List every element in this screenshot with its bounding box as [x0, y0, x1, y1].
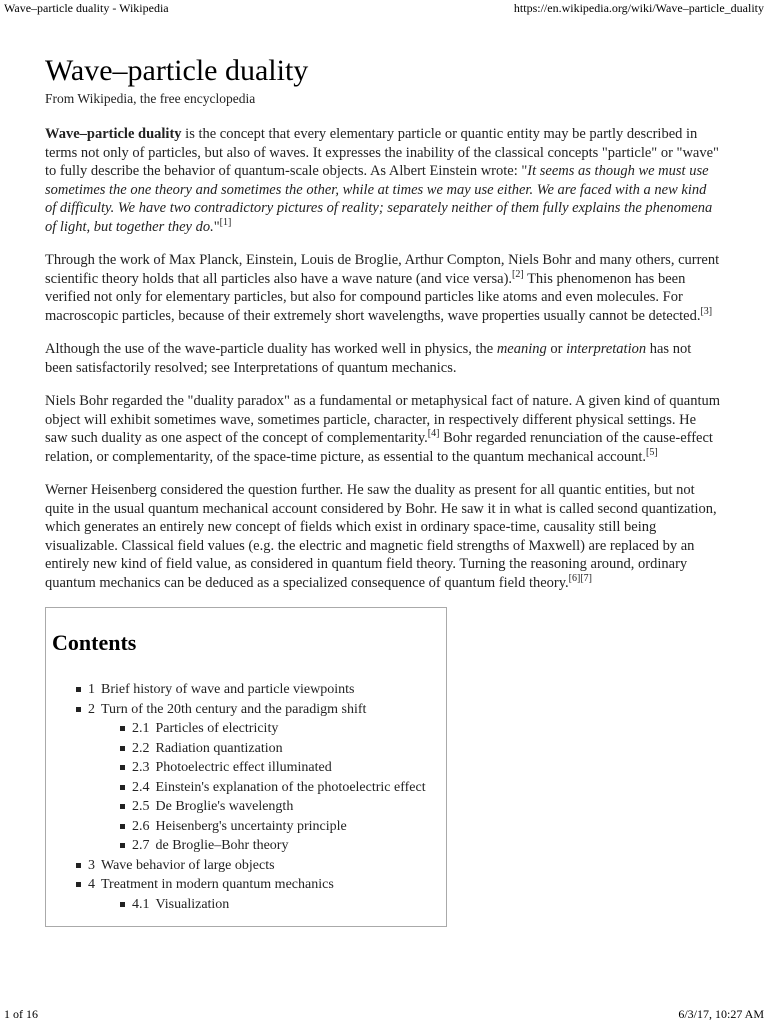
paragraph-bohr	[45, 392, 721, 466]
toc-item-label[interactable]: Heisenberg's uncertainty principle	[155, 818, 347, 834]
toc-item-label[interactable]: de Broglie–Bohr theory	[155, 838, 289, 853]
toc-item[interactable]	[52, 836, 446, 856]
bohr-text: Niels Bohr regarded the "duality paradox" as a fundamental or metaphysical fact of nature. A given kind of quantum object will exhibit sometimes wave, sometimes particle, character, in respectively different physical settings. He saw such duality as one aspect of the concept of complementarity.	[45, 393, 721, 446]
toc-item-number: 2.1	[132, 721, 150, 736]
interp-text: Although the use of the wave-particle duality has worked well in physics, the	[45, 341, 497, 357]
print-datetime: 6/3/17, 10:27 AM	[678, 1007, 764, 1021]
toc-item-label[interactable]: Turn of the 20th century and the paradigm shift	[101, 701, 367, 717]
toc-item[interactable]	[52, 895, 446, 915]
paragraph-history	[45, 251, 721, 325]
quote-end: "	[213, 218, 220, 235]
print-header	[0, 0, 768, 16]
toc-item-label[interactable]: Visualization	[155, 896, 230, 912]
bullet-icon	[120, 726, 125, 731]
toc-item-number: 2.2	[132, 740, 150, 756]
reference-link[interactable]: [1]	[219, 216, 232, 228]
reference-link[interactable]: [4]	[427, 428, 440, 440]
heisenberg-text: Werner Heisenberg considered the question further. He saw the duality as present for all quantic entities, but not quite in the usual quantum mechanical account considered by Bohr. He saw it in what is called second quantization, which generates an entirely new concept of fields which exist in ordinary space-time, causality still being visualizable. Classical field values (e.g. the electric and magnetic field strengths of Maxwell) are replaced by an entirely new kind of field value, as considered in quantum field theory. Turning the reasoning around, ordinary quantum mechanics can be deduced as a specialized consequence of quantum field theory.	[45, 482, 717, 591]
toc-item[interactable]	[52, 758, 446, 778]
bullet-icon	[120, 843, 125, 848]
toc-item[interactable]	[52, 797, 446, 817]
reference-link[interactable]: [7]	[580, 572, 593, 584]
toc-title: Contents	[52, 630, 137, 655]
bullet-icon	[76, 707, 81, 712]
article-content	[45, 52, 721, 927]
toc-item-label[interactable]: Einstein's explanation of the photoelectric effect	[155, 779, 426, 795]
toc-item-number: 2.7	[132, 838, 150, 853]
toc-item[interactable]	[52, 817, 446, 837]
bullet-icon	[120, 785, 125, 790]
toc-item-number: 2.3	[132, 760, 150, 775]
bullet-icon	[120, 824, 125, 829]
site-tagline: From Wikipedia, the free encyclopedia	[45, 91, 256, 106]
bullet-icon	[76, 687, 81, 692]
einstein-quote: It seems as though we must use sometimes the one theory and sometimes the other, while at times we may use either. We are faced with a new kind of difficulty. We have two contradictory pictures of reality; separately neither of them fully explains the phenomena of light, but together they do.	[45, 163, 713, 235]
toc-item-number: 2	[88, 701, 95, 717]
toc-item-label[interactable]: Brief history of wave and particle viewpoints	[101, 682, 355, 697]
print-page-title: Wave–particle duality - Wikipedia	[4, 1, 169, 15]
interp-em-meaning: meaning	[496, 341, 547, 357]
toc-item-number: 4.1	[132, 896, 150, 912]
toc-item[interactable]	[52, 700, 446, 720]
toc-item-label[interactable]: Treatment in modern quantum mechanics	[101, 877, 334, 892]
toc-item[interactable]	[52, 719, 446, 739]
bullet-icon	[76, 863, 81, 868]
bullet-icon	[120, 902, 125, 907]
reference-link[interactable]: [3]	[700, 305, 713, 317]
toc-item-label[interactable]: Wave behavior of large objects	[101, 857, 275, 873]
intro-bold-term: Wave–particle duality	[45, 126, 182, 142]
interp-text-2: has not been satisfactorily resolved; see Interpretations of quantum mechanics.	[45, 341, 692, 376]
reference-link[interactable]: [6]	[568, 572, 581, 584]
interp-mid: or	[546, 341, 567, 357]
toc-item-label[interactable]: Photoelectric effect illuminated	[155, 760, 332, 775]
toc-item-number: 2.6	[132, 818, 150, 834]
intro-text: is the concept that every elementary particle or quantic entity may be partly described in terms not only of particles, but also of waves. It expresses the inability of the classical concepts "particle" or "wave" to fully describe the behavior of quantum-scale objects. As Albert Einstein wrote: "	[45, 126, 719, 179]
toc-item-number: 4	[88, 877, 95, 892]
toc-item[interactable]	[52, 856, 446, 876]
toc-item-label[interactable]: De Broglie's wavelength	[155, 799, 294, 814]
toc-item-number: 2.5	[132, 799, 150, 814]
paragraph-intro	[45, 125, 721, 236]
toc-list	[52, 680, 446, 914]
bullet-icon	[120, 804, 125, 809]
toc-item[interactable]	[52, 875, 446, 895]
paragraph-interpretation	[45, 340, 721, 377]
print-footer	[0, 1006, 768, 1022]
toc-item-number: 1	[88, 682, 95, 697]
toc-item[interactable]	[52, 778, 446, 798]
bullet-icon	[120, 746, 125, 751]
bohr-text-2: Bohr regarded renunciation of the cause-effect relation, or complementarity, of the space-time picture, as essential to the quantum mechanical account.	[45, 430, 713, 465]
table-of-contents	[45, 607, 447, 927]
toc-item-number: 3	[88, 857, 95, 873]
toc-item-number: 2.4	[132, 779, 150, 795]
bullet-icon	[76, 882, 81, 887]
interp-em-interpretation: interpretation	[566, 341, 647, 357]
reference-link[interactable]: [5]	[646, 446, 658, 458]
toc-item-label[interactable]: Radiation quantization	[155, 740, 283, 756]
print-url: https://en.wikipedia.org/wiki/Wave–particle_duality	[513, 1, 764, 15]
toc-item[interactable]	[52, 680, 446, 700]
print-page-number: 1 of 16	[4, 1007, 38, 1021]
paragraph-heisenberg	[45, 481, 721, 592]
history-text-2: This phenomenon has been verified not only for elementary particles, but also for compound particles like atoms and even molecules. For macroscopic particles, because of their extremely short wavelengths, wave properties usually cannot be detected.	[45, 270, 701, 324]
bullet-icon	[120, 765, 125, 770]
page-title: Wave–particle duality	[45, 54, 309, 87]
reference-link[interactable]: [2]	[512, 268, 524, 280]
history-text: Through the work of Max Planck, Einstein, Louis de Broglie, Arthur Compton, Niels Bohr and many others, current scientific theory holds that all particles also have a wave nature (and vice versa).	[45, 252, 720, 287]
toc-item-label[interactable]: Particles of electricity	[155, 721, 279, 736]
toc-item[interactable]	[52, 739, 446, 759]
